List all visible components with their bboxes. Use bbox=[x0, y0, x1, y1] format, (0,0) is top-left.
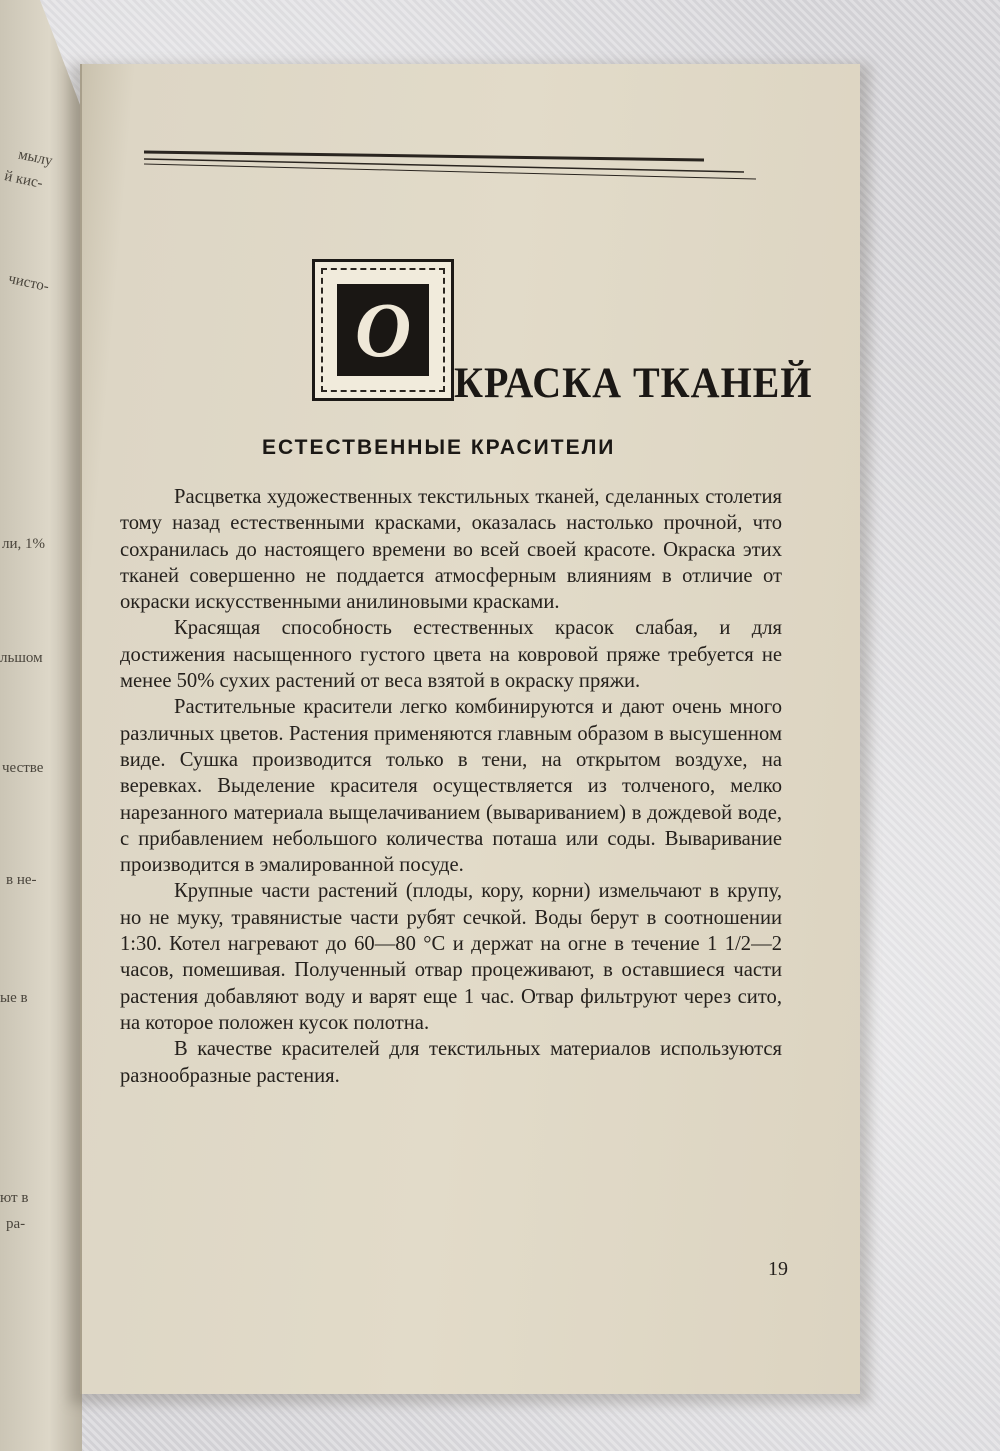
paragraph: Крупные части растений (плоды, кору, корни) измельчают в крупу, но не муку, травянистые части рубят сечкой. Воды берут в соотношении 1:30. Котел нагревают до 60—80 °С и держат на огне в течение 1 1/2—2 часов, помешивая. Полученный отвар процеживают, в оставшиеся части растения добавляют воду и варят еще 1 час. Отвар фильтруют через сито, на которое положен кусок полотна. bbox=[120, 880, 782, 1034]
left-page-fragment: честве bbox=[2, 760, 44, 776]
left-page-fragment: в не- bbox=[6, 872, 37, 888]
section-title: ЕСТЕСТВЕННЫЕ КРАСИТЕЛИ bbox=[262, 436, 616, 459]
left-page-fragment: ра- bbox=[6, 1216, 26, 1232]
page-number: 19 bbox=[768, 1258, 788, 1280]
book-page bbox=[80, 64, 860, 1394]
paragraph: Красящая способность естественных красок слабая, и для достижения насыщенного густого цвета на ковровой пряже требуется не менее 50% сухих растений от веса взятой в окраску пряжи. bbox=[120, 617, 782, 693]
paragraph: Растительные красители легко комбинируются и дают очень много различных цветов. Растения применяются главным образом в высушенном виде. Сушка производится только в тени, на открытом воздухе, на веревках. Выделение красителя осуществляется из толченого, мелко нарезанного материала выщелачиванием (вывариванием) в дождевой воде, с прибавлением небольшого количества поташа или соды. Вываривание производится в эмалированной посуде. bbox=[120, 696, 782, 877]
paragraph: Расцветка художественных текстильных тканей, сделанных столетия тому назад естественными красками, оказалась настолько прочной, что сохранилась до настоящего времени во всей своей красоте. Окраска этих тканей совершенно не поддается атмосферным влияниям в отличие от окраски искусственными анилиновыми красками. bbox=[120, 486, 782, 614]
left-page-fragment: чисто- bbox=[6, 270, 51, 296]
drop-cap-ornament bbox=[312, 259, 454, 401]
body-text bbox=[120, 484, 782, 1089]
drop-cap-box bbox=[337, 284, 429, 376]
left-page-fragment: ли, 1% bbox=[2, 536, 46, 552]
left-page-fragment: льшом bbox=[0, 650, 43, 666]
left-page-fragment: мылу bbox=[16, 146, 54, 170]
decorative-rules bbox=[144, 146, 762, 186]
chapter-title: КРАСКА ТКАНЕЙ bbox=[454, 358, 813, 407]
left-page-fragment: ют в bbox=[0, 1190, 29, 1206]
left-page-fragment: ые в bbox=[0, 990, 28, 1006]
paragraph: В качестве красителей для текстильных материалов используются разнообразные растения. bbox=[120, 1038, 782, 1087]
left-page-fragment: й кис- bbox=[2, 168, 45, 192]
drop-cap-letter: О bbox=[354, 286, 412, 373]
